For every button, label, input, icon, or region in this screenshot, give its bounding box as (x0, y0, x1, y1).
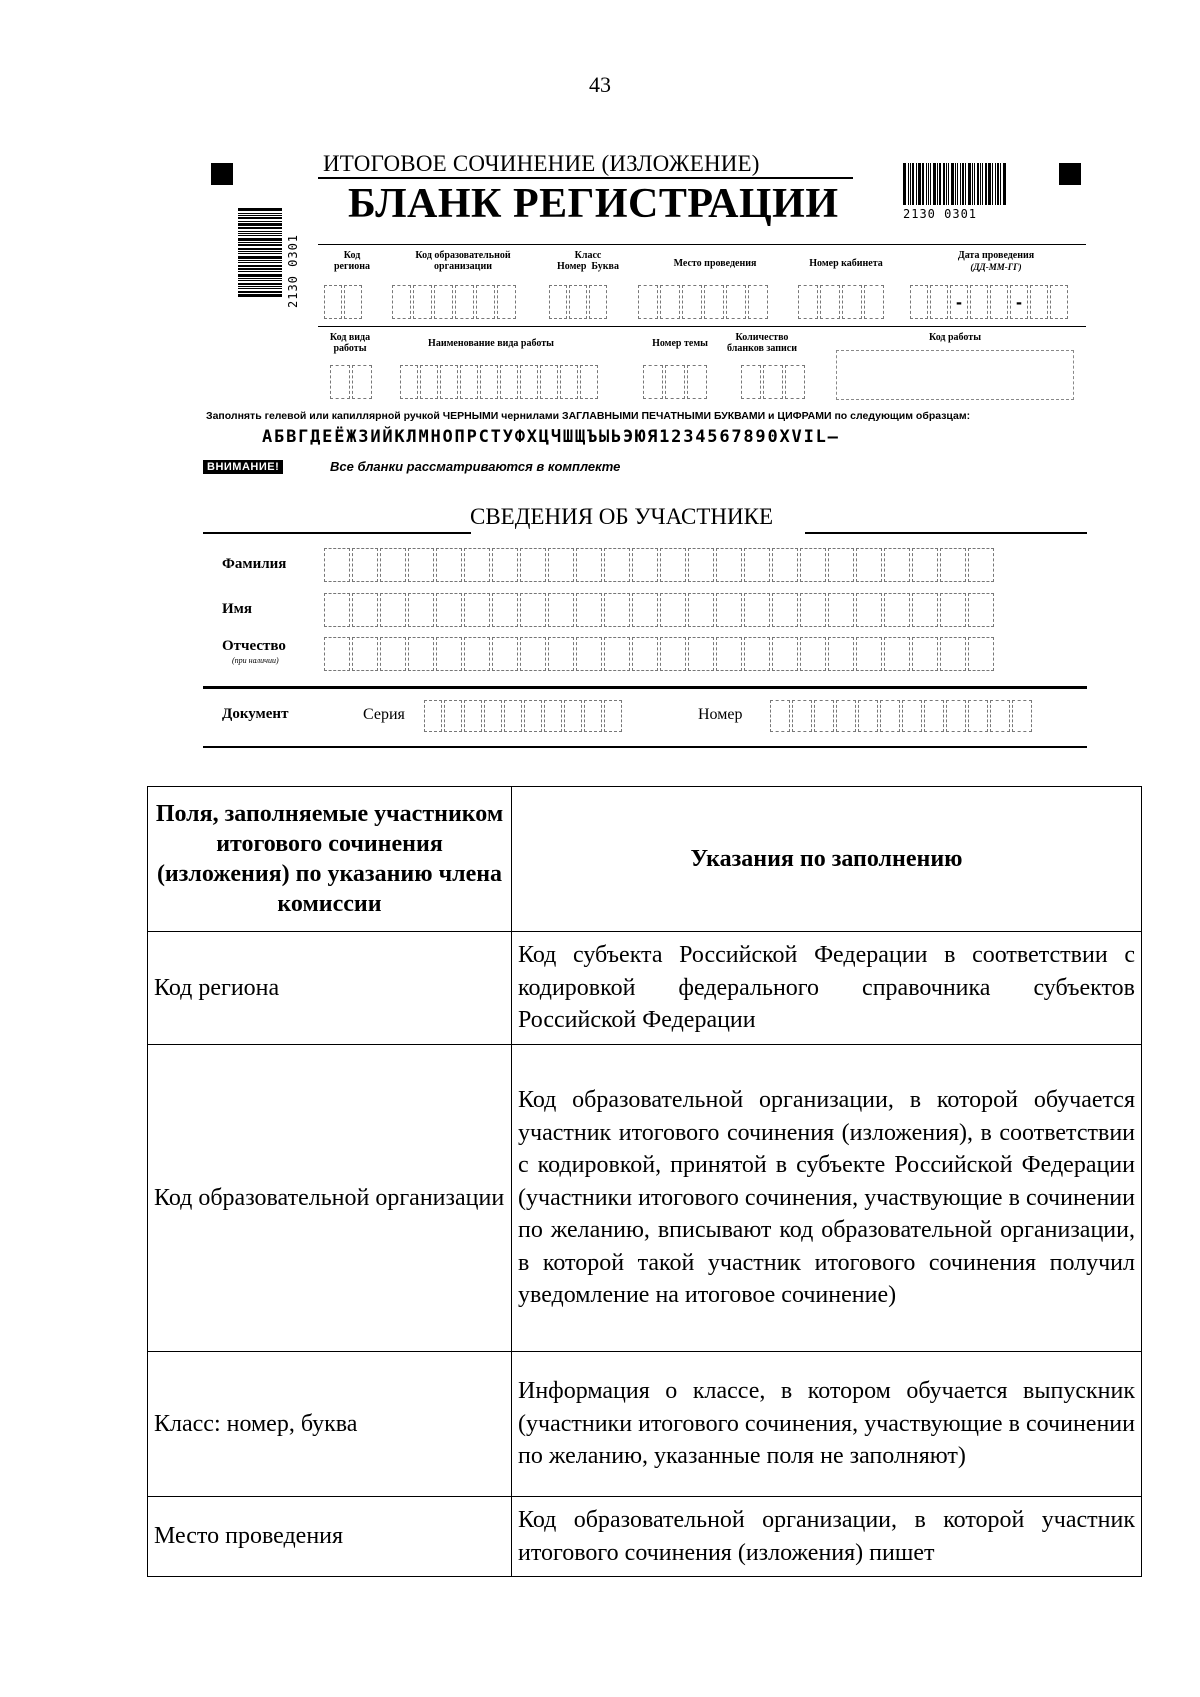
label-work-code: Код работы (928, 332, 982, 343)
row1-bottom-rule (318, 326, 1086, 327)
header-instructions: Указания по заполнению (512, 787, 1142, 932)
sample-characters: АБВГДЕЁЖЗИЙКЛМНОПРСТУФХЦЧШЩЪЫЬЭЮЯ1234567890XVIL– (262, 427, 840, 447)
entry-cell[interactable] (492, 548, 518, 582)
entry-cell[interactable] (344, 285, 362, 319)
barcode-bar (238, 223, 282, 226)
entry-cell[interactable] (604, 548, 630, 582)
barcode-bar (238, 271, 282, 272)
label-date: Дата проведения (957, 250, 1035, 261)
barcode-bar (238, 248, 282, 250)
entry-cell[interactable] (580, 365, 598, 399)
barcode-left-number: 2130 0301 (286, 233, 300, 308)
cells-patronymic[interactable] (324, 637, 996, 671)
barcode-bar (238, 231, 282, 232)
barcode-bar (910, 163, 911, 205)
entry-cell[interactable] (741, 365, 761, 399)
row-field-class: Класс: номер, буква (148, 1352, 512, 1497)
entry-cell[interactable] (858, 700, 878, 732)
entry-cell[interactable] (792, 700, 812, 732)
participant-bottom-rule (203, 686, 1087, 689)
document-label: Документ (222, 706, 289, 722)
entry-cell[interactable] (770, 700, 790, 732)
entry-cell[interactable] (504, 700, 522, 732)
entry-cell[interactable] (902, 700, 922, 732)
entry-cell[interactable] (408, 637, 434, 671)
date-separator-cell: - (950, 285, 968, 319)
barcode-bar (1003, 163, 1006, 205)
entry-cell[interactable] (814, 700, 834, 732)
entry-cell[interactable] (828, 637, 854, 671)
entry-cell[interactable] (946, 700, 966, 732)
barcode-bar (238, 278, 282, 279)
entry-cell[interactable] (864, 285, 884, 319)
barcode-bar (238, 215, 282, 216)
entry-cell[interactable] (884, 637, 910, 671)
entry-cell[interactable] (352, 365, 372, 399)
entry-cell[interactable] (748, 285, 768, 319)
section-rule-right (805, 532, 1087, 534)
entry-cell[interactable] (726, 285, 746, 319)
barcode-bar (930, 163, 931, 205)
entry-cell[interactable] (643, 365, 663, 399)
cells-region[interactable] (324, 285, 364, 319)
table-header-row (148, 787, 1142, 932)
entry-cell[interactable] (990, 700, 1010, 732)
barcode-bar (238, 208, 282, 211)
entry-cell[interactable] (856, 637, 882, 671)
entry-cell[interactable] (632, 637, 658, 671)
label-work-type-name: Наименование вида работы (428, 338, 554, 349)
entry-cell[interactable] (476, 285, 495, 319)
table-row (148, 1497, 1142, 1577)
row-instruction-place: Код образовательной организации, в которой участник итогового сочинения (изложения) пишет (512, 1497, 1142, 1577)
barcode-bar (238, 242, 282, 243)
entry-cell[interactable] (798, 285, 818, 319)
entry-cell[interactable] (520, 637, 546, 671)
barcode-bar (992, 163, 993, 205)
entry-cell[interactable] (434, 285, 453, 319)
entry-cell[interactable] (800, 548, 826, 582)
barcode-bar (995, 163, 996, 205)
entry-cell[interactable] (464, 548, 490, 582)
entry-cell[interactable] (576, 637, 602, 671)
document-bottom-rule (203, 746, 1087, 748)
entry-cell[interactable] (330, 365, 350, 399)
entry-cell[interactable] (744, 637, 770, 671)
barcode-bar (903, 163, 906, 205)
label-topic-number: Номер темы (652, 338, 708, 349)
entry-cell[interactable] (520, 365, 538, 399)
entry-cell[interactable] (440, 365, 458, 399)
cells-date[interactable] (910, 285, 1070, 319)
entry-cell[interactable] (688, 593, 714, 627)
barcode-bar (912, 163, 914, 205)
entry-cell[interactable] (480, 365, 498, 399)
barcode-bar (948, 163, 949, 205)
entry-cell[interactable] (880, 700, 900, 732)
barcode-bar (955, 163, 956, 205)
entry-cell[interactable] (520, 548, 546, 582)
barcode-bar (238, 217, 282, 219)
entry-cell[interactable] (380, 593, 406, 627)
entry-cell[interactable] (380, 548, 406, 582)
barcode-bar (933, 163, 936, 205)
row-field-region: Код региона (148, 932, 512, 1045)
entry-cell[interactable] (856, 593, 882, 627)
barcode-bar (238, 294, 282, 297)
barcode-bar (965, 163, 966, 205)
barcode-bar (922, 163, 924, 205)
entry-cell[interactable] (324, 637, 350, 671)
entry-cell[interactable] (828, 593, 854, 627)
entry-cell[interactable] (772, 548, 798, 582)
barcode-bar (238, 253, 282, 254)
cells-surname[interactable] (324, 548, 996, 582)
cells-room[interactable] (798, 285, 886, 319)
entry-cell[interactable] (912, 548, 938, 582)
entry-cell[interactable] (324, 593, 350, 627)
registration-form (0, 0, 1200, 760)
entry-cell[interactable] (544, 700, 562, 732)
header-fields: Поля, заполняемые участником итогового сочинения (изложения) по указанию члена комиссии (148, 787, 512, 932)
barcode-bar (997, 163, 999, 205)
barcode-bar (918, 163, 921, 205)
entry-cell[interactable] (842, 285, 862, 319)
barcode-bar (238, 256, 282, 259)
entry-cell[interactable] (324, 548, 350, 582)
entry-cell[interactable] (576, 593, 602, 627)
entry-cell[interactable] (660, 548, 686, 582)
patronymic-label: Отчество (222, 638, 286, 654)
entry-cell[interactable] (380, 637, 406, 671)
entry-cell[interactable] (444, 700, 462, 732)
table-row (148, 1352, 1142, 1497)
barcode-bar (238, 235, 282, 236)
entry-cell[interactable] (420, 365, 438, 399)
entry-cell[interactable] (968, 700, 988, 732)
row1-top-rule (318, 244, 1086, 245)
entry-cell[interactable] (660, 285, 680, 319)
entry-cell[interactable] (688, 637, 714, 671)
entry-cell[interactable] (560, 365, 578, 399)
entry-cell[interactable] (912, 637, 938, 671)
entry-cell[interactable] (460, 365, 478, 399)
attention-badge: ВНИМАНИЕ! (203, 460, 283, 474)
entry-cell[interactable] (500, 365, 518, 399)
name-label: Имя (222, 601, 252, 617)
cells-number[interactable] (770, 700, 1034, 732)
entry-cell[interactable] (800, 637, 826, 671)
form-title: БЛАНК РЕГИСТРАЦИИ (348, 181, 839, 227)
entry-cell[interactable] (910, 285, 928, 319)
entry-cell[interactable] (990, 285, 1008, 319)
cells-work-type-name[interactable] (400, 365, 600, 399)
entry-cell[interactable] (1050, 285, 1068, 319)
section-rule-left (203, 532, 471, 534)
entry-cell[interactable] (632, 593, 658, 627)
barcode-bar (238, 291, 282, 293)
entry-cell[interactable] (484, 700, 502, 732)
entry-cell[interactable] (436, 593, 462, 627)
entry-cell[interactable] (497, 285, 516, 319)
entry-cell[interactable] (660, 593, 686, 627)
entry-cell[interactable] (665, 365, 685, 399)
barcode-bar (238, 262, 282, 263)
entry-cell[interactable] (660, 637, 686, 671)
entry-cell[interactable] (687, 365, 707, 399)
barcode-bar (238, 251, 282, 252)
label-class: Класс Номер Буква (557, 250, 619, 272)
entry-cell[interactable] (464, 593, 490, 627)
entry-cell[interactable] (924, 700, 944, 732)
cells-place[interactable] (638, 285, 770, 319)
entry-cell[interactable] (772, 593, 798, 627)
barcode-bar (946, 163, 947, 205)
entry-cell[interactable] (856, 548, 882, 582)
barcode-bar (238, 244, 282, 246)
barcode-bar (960, 163, 962, 205)
label-work-type-code: Код вида работы (329, 332, 371, 354)
barcode-bar (943, 163, 945, 205)
barcode-bar (238, 286, 282, 287)
row-instruction-org: Код образовательной организации, в которой обучается участник итогового сочинения (изложения), в соответствии с кодировкой, принятой в субъекте Российской Федерации (участники итогового сочинения, участвующие в сочинении по желанию, вписывают код образовательной организации, в которой такой участник итогового сочинения получил уведомление на итоговое сочинение) (512, 1045, 1142, 1352)
entry-cell[interactable] (352, 548, 378, 582)
barcode-bar (937, 163, 938, 205)
barcode-bar (977, 163, 979, 205)
patronymic-note: (при наличии) (232, 656, 279, 665)
cells-org[interactable] (392, 285, 518, 319)
entry-cell[interactable] (836, 700, 856, 732)
entry-cell[interactable] (716, 593, 742, 627)
barcode-bar (238, 283, 282, 285)
entry-cell[interactable] (455, 285, 474, 319)
corner-marker-right (1059, 163, 1081, 185)
entry-cell[interactable] (524, 700, 542, 732)
entry-cell[interactable] (584, 700, 602, 732)
barcode-bar (238, 213, 282, 214)
entry-cell[interactable] (716, 548, 742, 582)
entry-cell[interactable] (968, 637, 994, 671)
barcode-bar (968, 163, 971, 205)
entry-cell[interactable] (569, 285, 587, 319)
barcode-bar (238, 274, 282, 277)
entry-cell[interactable] (540, 365, 558, 399)
date-separator-cell: - (1010, 285, 1028, 319)
barcode-bar (974, 163, 975, 205)
entry-cell[interactable] (820, 285, 840, 319)
label-region-code: Код региона (333, 250, 371, 272)
label-room: Номер кабинета (809, 258, 883, 269)
cells-sheets-count[interactable] (741, 365, 807, 399)
entry-cell[interactable] (604, 700, 622, 732)
entry-cell[interactable] (549, 285, 567, 319)
barcode-bar (916, 163, 917, 205)
entry-cell[interactable] (763, 365, 783, 399)
entry-cell[interactable] (940, 548, 966, 582)
entry-cell[interactable] (352, 637, 378, 671)
entry-cell[interactable] (464, 700, 482, 732)
entry-cell[interactable] (716, 637, 742, 671)
barcode-bar (238, 238, 282, 241)
entry-cell[interactable] (632, 548, 658, 582)
entry-cell[interactable] (828, 548, 854, 582)
fill-instruction: Заполнять гелевой или капиллярной ручкой ЧЕРНЫМИ чернилами ЗАГЛАВНЫМИ ПЕЧАТНЫМИ БУКВАМИ и ЦИФРАМИ по следующим образцам: (206, 410, 971, 422)
entry-cell[interactable] (970, 285, 988, 319)
entry-cell[interactable] (604, 637, 630, 671)
label-sheets-count: Количество бланков записи (726, 332, 797, 354)
barcode-left (238, 208, 304, 310)
entry-cell[interactable] (940, 593, 966, 627)
row-field-place: Место проведения (148, 1497, 512, 1577)
series-label: Серия (363, 706, 405, 723)
entry-cell[interactable] (638, 285, 658, 319)
entry-cell[interactable] (704, 285, 724, 319)
cells-class[interactable] (549, 285, 609, 319)
barcode-bar (972, 163, 973, 205)
barcode-bar (939, 163, 941, 205)
entry-cell[interactable] (492, 637, 518, 671)
entry-cell[interactable] (772, 637, 798, 671)
row-field-org: Код образовательной организации (148, 1045, 512, 1352)
entry-cell[interactable] (548, 637, 574, 671)
entry-cell[interactable] (548, 593, 574, 627)
barcode-bar (951, 163, 954, 205)
entry-cell[interactable] (548, 548, 574, 582)
attention-text: Все бланки рассматриваются в комплекте (330, 459, 621, 474)
participant-section-title: СВЕДЕНИЯ ОБ УЧАСТНИКЕ (470, 504, 774, 529)
entry-cell[interactable] (785, 365, 805, 399)
entry-cell[interactable] (324, 285, 342, 319)
entry-cell[interactable] (744, 548, 770, 582)
entry-cell[interactable] (930, 285, 948, 319)
cells-topic-number[interactable] (643, 365, 709, 399)
barcode-bar (957, 163, 958, 205)
barcode-bar (238, 227, 282, 229)
entry-cell[interactable] (436, 637, 462, 671)
barcode-bar (988, 163, 991, 205)
entry-cell[interactable] (1012, 700, 1032, 732)
entry-cell[interactable] (408, 548, 434, 582)
barcode-bar (985, 163, 987, 205)
entry-cell[interactable] (520, 593, 546, 627)
entry-cell[interactable] (564, 700, 582, 732)
entry-cell[interactable] (392, 285, 411, 319)
entry-cell[interactable] (408, 593, 434, 627)
entry-cell[interactable] (912, 593, 938, 627)
entry-cell[interactable] (436, 548, 462, 582)
entry-cell[interactable] (604, 593, 630, 627)
row-instruction-region: Код субъекта Российской Федерации в соответствии с кодировкой федерального справочника субъектов Российской Федерации (512, 932, 1142, 1045)
barcode-bar (238, 233, 282, 234)
corner-marker-left (211, 163, 233, 185)
barcode-bar (238, 280, 282, 281)
entry-cell[interactable] (464, 637, 490, 671)
cells-series[interactable] (424, 700, 624, 732)
barcode-bar (238, 265, 282, 267)
entry-cell[interactable] (352, 593, 378, 627)
entry-cell[interactable] (968, 593, 994, 627)
entry-cell[interactable] (800, 593, 826, 627)
entry-cell[interactable] (492, 593, 518, 627)
entry-cell[interactable] (576, 548, 602, 582)
entry-cell[interactable] (400, 365, 418, 399)
barcode-bar (238, 288, 282, 289)
cells-name[interactable] (324, 593, 996, 627)
entry-cell[interactable] (884, 548, 910, 582)
entry-cell[interactable] (1030, 285, 1048, 319)
entry-cell[interactable] (589, 285, 607, 319)
supertitle-rule (318, 177, 853, 179)
entry-cell[interactable] (884, 593, 910, 627)
barcode-bar (238, 268, 282, 270)
row-instruction-class: Информация о классе, в котором обучается выпускник (участники итогового сочинения, участвующие в сочинении по желанию, указанные поля не заполняют) (512, 1352, 1142, 1497)
page-number: 43 (589, 72, 611, 97)
entry-cell[interactable] (744, 593, 770, 627)
entry-cell[interactable] (968, 548, 994, 582)
barcode-bar (1000, 163, 1001, 205)
table-row (148, 1045, 1142, 1352)
barcode-bar (962, 163, 964, 205)
barcode-top-number: 2130 0301 (903, 207, 978, 221)
barcode-bar (926, 163, 927, 205)
surname-label: Фамилия (222, 556, 287, 572)
label-place: Место проведения (673, 258, 757, 269)
barcode-bar (908, 163, 909, 205)
filling-guide-table (147, 786, 1142, 1577)
barcode-bar (980, 163, 981, 205)
barcode-top (903, 163, 1007, 225)
barcode-bar (238, 221, 282, 222)
work-code-box (836, 350, 1074, 400)
entry-cell[interactable] (413, 285, 432, 319)
entry-cell[interactable] (688, 548, 714, 582)
entry-cell[interactable] (682, 285, 702, 319)
cells-work-type-code[interactable] (330, 365, 374, 399)
entry-cell[interactable] (424, 700, 442, 732)
form-supertitle: ИТОГОВОЕ СОЧИНЕНИЕ (ИЗЛОЖЕНИЕ) (323, 151, 760, 176)
number-label: Номер (698, 706, 743, 723)
label-date-format: (ДД-ММ-ГГ) (970, 262, 1022, 272)
label-org-code: Код образовательной организации (415, 250, 511, 272)
barcode-bar (238, 260, 282, 261)
entry-cell[interactable] (940, 637, 966, 671)
table-row (148, 932, 1142, 1045)
barcode-bar (928, 163, 929, 205)
barcode-bar (982, 163, 983, 205)
